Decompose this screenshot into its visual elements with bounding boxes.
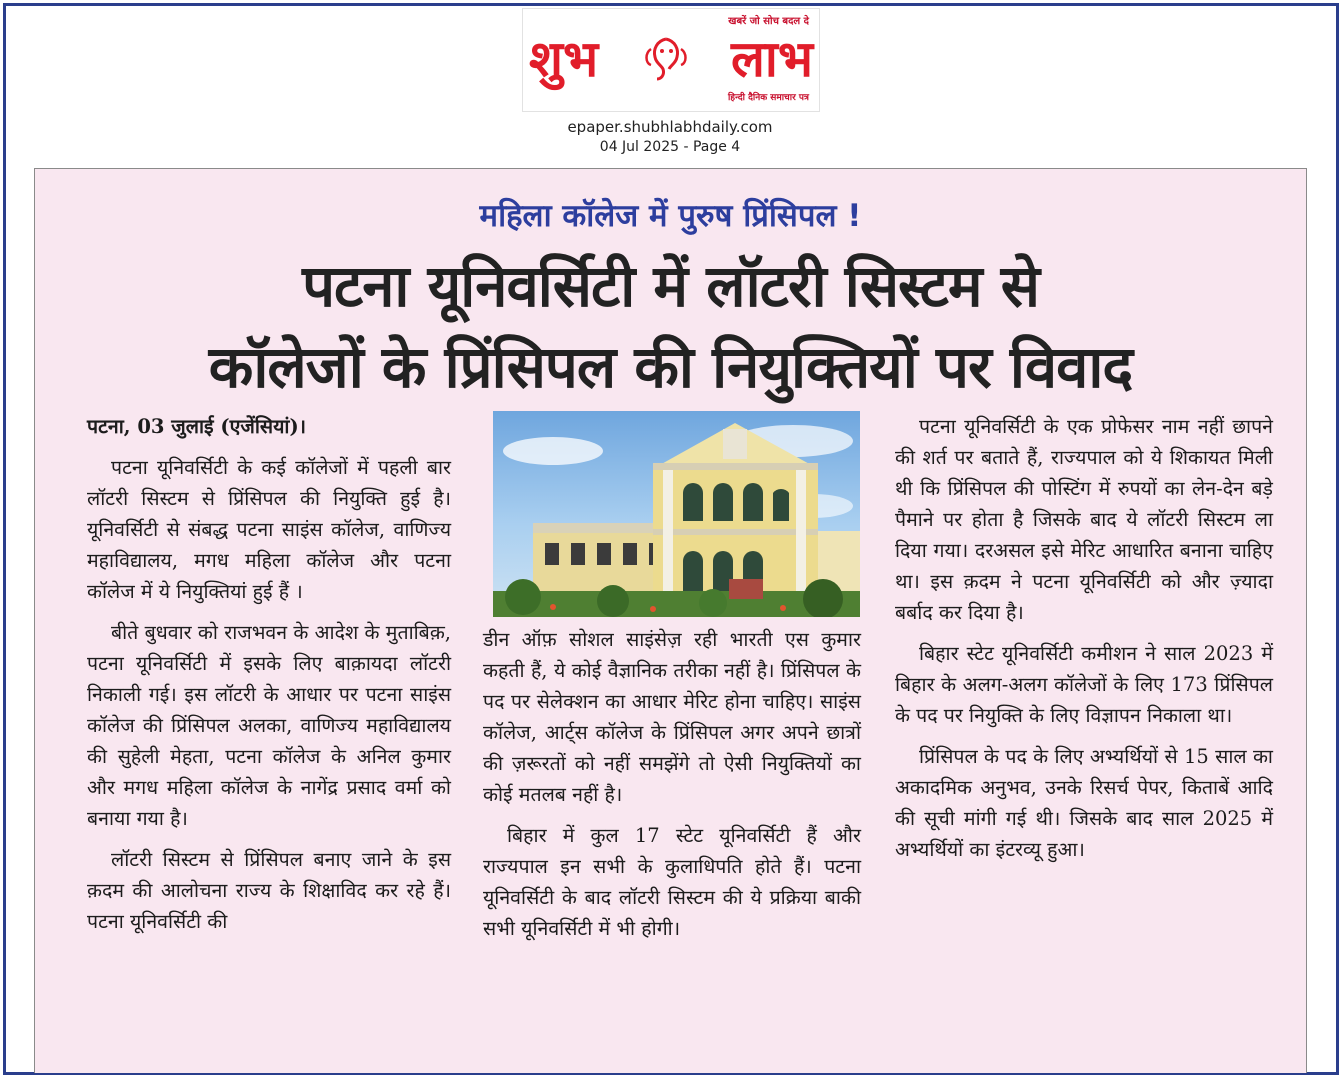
article-column-3	[895, 411, 1273, 875]
logo-word-shubh: शुभ	[529, 30, 599, 88]
paragraph: बीते बुधवार को राजभवन के आदेश के मुताबिक़, पटना यूनिवर्सिटी में इसके लिए बाक़ायदा लॉटरी निकाली गई। इस लॉटरी के आधार पर पटना साइंस कॉलेज की प्रिंसिपल अलका, वाणिज्य महाविद्यालय की सुहेली मेहता, पटना कॉलेज के अनिल कुमार और मगध महिला कॉलेज के नागेंद्र प्रसाद वर्मा को बनाया गया है।	[87, 621, 451, 830]
paragraph: पटना यूनिवर्सिटी के एक प्रोफेसर नाम नहीं छापने की शर्त पर बताते हैं, राज्यपाल को ये शिकायत मिली थी कि प्रिंसिपल की पोस्टिंग में रुपयों का लेन-देन बड़े पैमाने पर होता है जिसके बाद ये लॉटरी सिस्टम ला दिया गया। दरअसल इसे मेरिट आधारित बनाना चाहिए था। इस क़दम ने पटना यूनिवर्सिटी को और ज़्यादा बर्बाद कर दिया है।	[895, 415, 1273, 624]
dateline: पटना, 03 जुलाई (एजेंसियां)।	[87, 415, 307, 438]
paragraph: पटना यूनिवर्सिटी के कई कॉलेजों में पहली बार लॉटरी सिस्टम से प्रिंसिपल की नियुक्ति हुई है। यूनिवर्सिटी से संबद्ध पटना साइंस कॉलेज, वाणिज्य महाविद्यालय, मगध महिला कॉलेज और पटना कॉलेज में ये नियुक्तियां हुई हैं ।	[87, 456, 451, 603]
paragraph: बिहार स्टेट यूनिवर्सिटी कमीशन ने साल 2023 में बिहार के अलग-अलग कॉलेजों के लिए 173 प्रिंसिपल के पद पर नियुक्ति के लिए विज्ञापन निकाला था।	[895, 642, 1273, 727]
edition-date-page: 04 Jul 2025 - Page 4	[599, 139, 741, 155]
masthead-subline: हिन्दी दैनिक समाचार पत्र	[727, 93, 809, 103]
logo-word-laabh: लाभ	[731, 30, 813, 88]
ganesha-icon	[643, 35, 689, 85]
college-building-photo	[493, 411, 860, 617]
article-clipping	[34, 168, 1307, 1073]
headline-line-1: पटना यूनिवर्सिटी में लॉटरी सिस्टम से	[302, 252, 1039, 320]
masthead-logo[interactable]	[522, 8, 820, 112]
headline-line-2: कॉलेजों के प्रिंसिपल की नियुक्तियों पर विवाद	[208, 333, 1133, 401]
edition-url[interactable]: epaper.shubhlabhdaily.com	[567, 118, 773, 136]
paragraph: डीन ऑफ़ सोशल साइंसेज़ रही भारती एस कुमार कहती हैं, ये कोई वैज्ञानिक तरीका नहीं है। प्रिंसिपल के पद पर सेलेक्शन का आधार मेरिट होना चाहिए। साइंस कॉलेज, आर्ट्स कॉलेज के प्रिंसिपल अगर अपने छात्रों की ज़रूरतों को नहीं समझेंगे तो ऐसी नियुक्तियों का कोई मतलब नहीं है।	[483, 628, 861, 806]
paragraph: बिहार में कुल 17 स्टेट यूनिवर्सिटी हैं और राज्यपाल इन सभी के कुलाधिपति होते हैं। पटना यूनिवर्सिटी के बाद लॉटरी सिस्टम की ये प्रक्रिया बाकी सभी यूनिवर्सिटी में भी होगी।	[483, 824, 861, 940]
article-column-1	[87, 411, 451, 947]
paragraph: लॉटरी सिस्टम से प्रिंसिपल बनाए जाने के इस क़दम की आलोचना राज्य के शिक्षाविद कर रहे हैं। पटना यूनिवर्सिटी की	[87, 848, 451, 933]
paragraph: प्रिंसिपल के पद के लिए अभ्यर्थियों से 15 साल का अकादमिक अनुभव, उनके रिसर्च पेपर, किताबें आदि की सूची मांगी गई थी। जिसके बाद साल 2025 में अभ्यर्थियों का इंटरव्यू हुआ।	[895, 745, 1273, 861]
article-column-2	[483, 624, 861, 954]
article-kicker: महिला कॉलेज में पुरुष प्रिंसिपल !	[479, 198, 862, 234]
masthead-tagline: खबरें जो सोच बदल दे	[728, 16, 809, 27]
